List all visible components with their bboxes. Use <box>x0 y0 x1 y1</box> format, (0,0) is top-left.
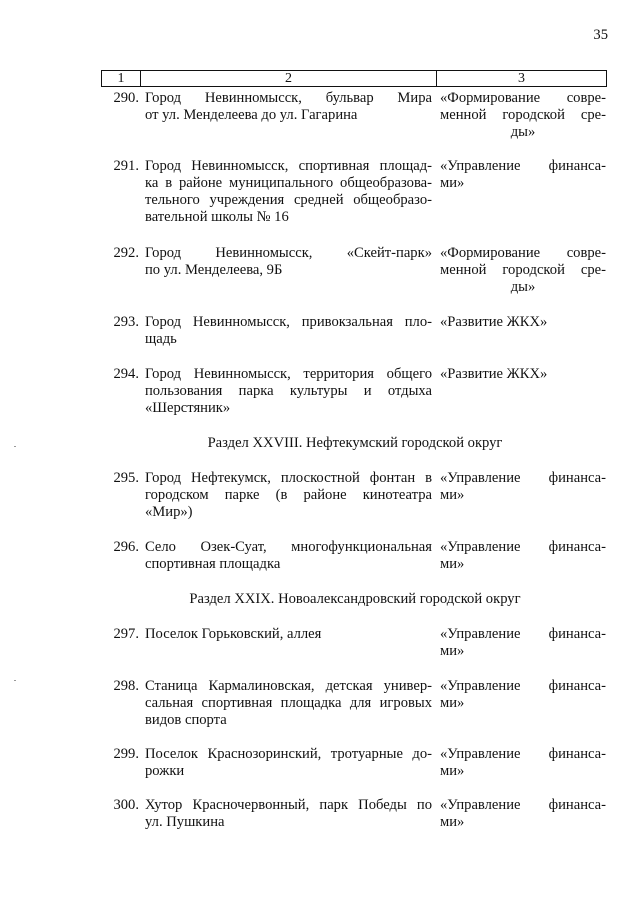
row-number: 292. <box>113 245 139 261</box>
program-name: «Управление финанса- ми» <box>440 626 606 659</box>
location-description: Город Невинномысск, «Скейт-парк» по ул. Менделеева, 9Б <box>145 245 432 278</box>
row-number: 295. <box>113 470 139 486</box>
row-number: 293. <box>113 314 139 330</box>
location-description: Город Невинномысск, бульвар Мира от ул. Менделеева до ул. Гагарина <box>145 90 432 123</box>
location-description: Город Невинномысск, территория общего пользования парка культуры и отдыха «Шерстяник» <box>145 366 432 416</box>
row-number: 297. <box>113 626 139 642</box>
row-number: 291. <box>113 158 139 174</box>
program-name: «Управление финанса- ми» <box>440 746 606 779</box>
section-title: Раздел XXIX. Новоалександровский городской округ <box>189 591 521 607</box>
row-number: 298. <box>113 678 139 694</box>
program-name: «Управление финанса- ми» <box>440 470 606 503</box>
program-name: «Развитие ЖКХ» <box>440 314 548 330</box>
table-header <box>101 70 607 87</box>
program-name: «Формирование совре- менной городской сре- ды» <box>440 90 606 140</box>
program-name: «Развитие ЖКХ» <box>440 366 548 382</box>
page-number: 35 <box>593 27 608 43</box>
program-name: «Управление финанса- ми» <box>440 539 606 572</box>
program-name: «Управление финанса- ми» <box>440 678 606 711</box>
location-description: Станица Кармалиновская, детская универ- сальная спортивная площадка для игровых видов спорта <box>145 678 432 728</box>
location-description: Поселок Краснозоринский, тротуарные до- рожки <box>145 746 432 779</box>
program-name: «Формирование совре- менной городской сре- ды» <box>440 245 606 295</box>
row-number: 300. <box>113 797 139 813</box>
row-number: 290. <box>113 90 139 106</box>
location-description: Село Озек-Суат, многофункциональная спортивная площадка <box>145 539 432 572</box>
location-description: Город Нефтекумск, плоскостной фонтан в городском парке (в районе кинотеатра «Мир») <box>145 470 432 520</box>
column-header-1: 1 <box>102 71 141 87</box>
row-number: 294. <box>113 366 139 382</box>
row-number: 299. <box>113 746 139 762</box>
column-header-2: 2 <box>141 71 437 87</box>
location-description: Город Невинномысск, привокзальная пло- щадь <box>145 314 432 347</box>
scan-mark <box>14 680 16 681</box>
section-title: Раздел XXVIII. Нефтекумский городской округ <box>207 435 503 451</box>
location-description: Хутор Красночервонный, парк Победы по ул. Пушкина <box>145 797 432 830</box>
program-name: «Управление финанса- ми» <box>440 158 606 191</box>
column-header-3: 3 <box>437 71 607 87</box>
scan-mark <box>14 446 16 447</box>
program-name: «Управление финанса- ми» <box>440 797 606 830</box>
location-description: Город Невинномысск, спортивная площад- ка в районе муниципального общеобразова- тельного учреждения средней общеобразо- вательной школы № 16 <box>145 158 432 225</box>
row-number: 296. <box>113 539 139 555</box>
location-description: Поселок Горьковский, аллея <box>145 626 322 642</box>
